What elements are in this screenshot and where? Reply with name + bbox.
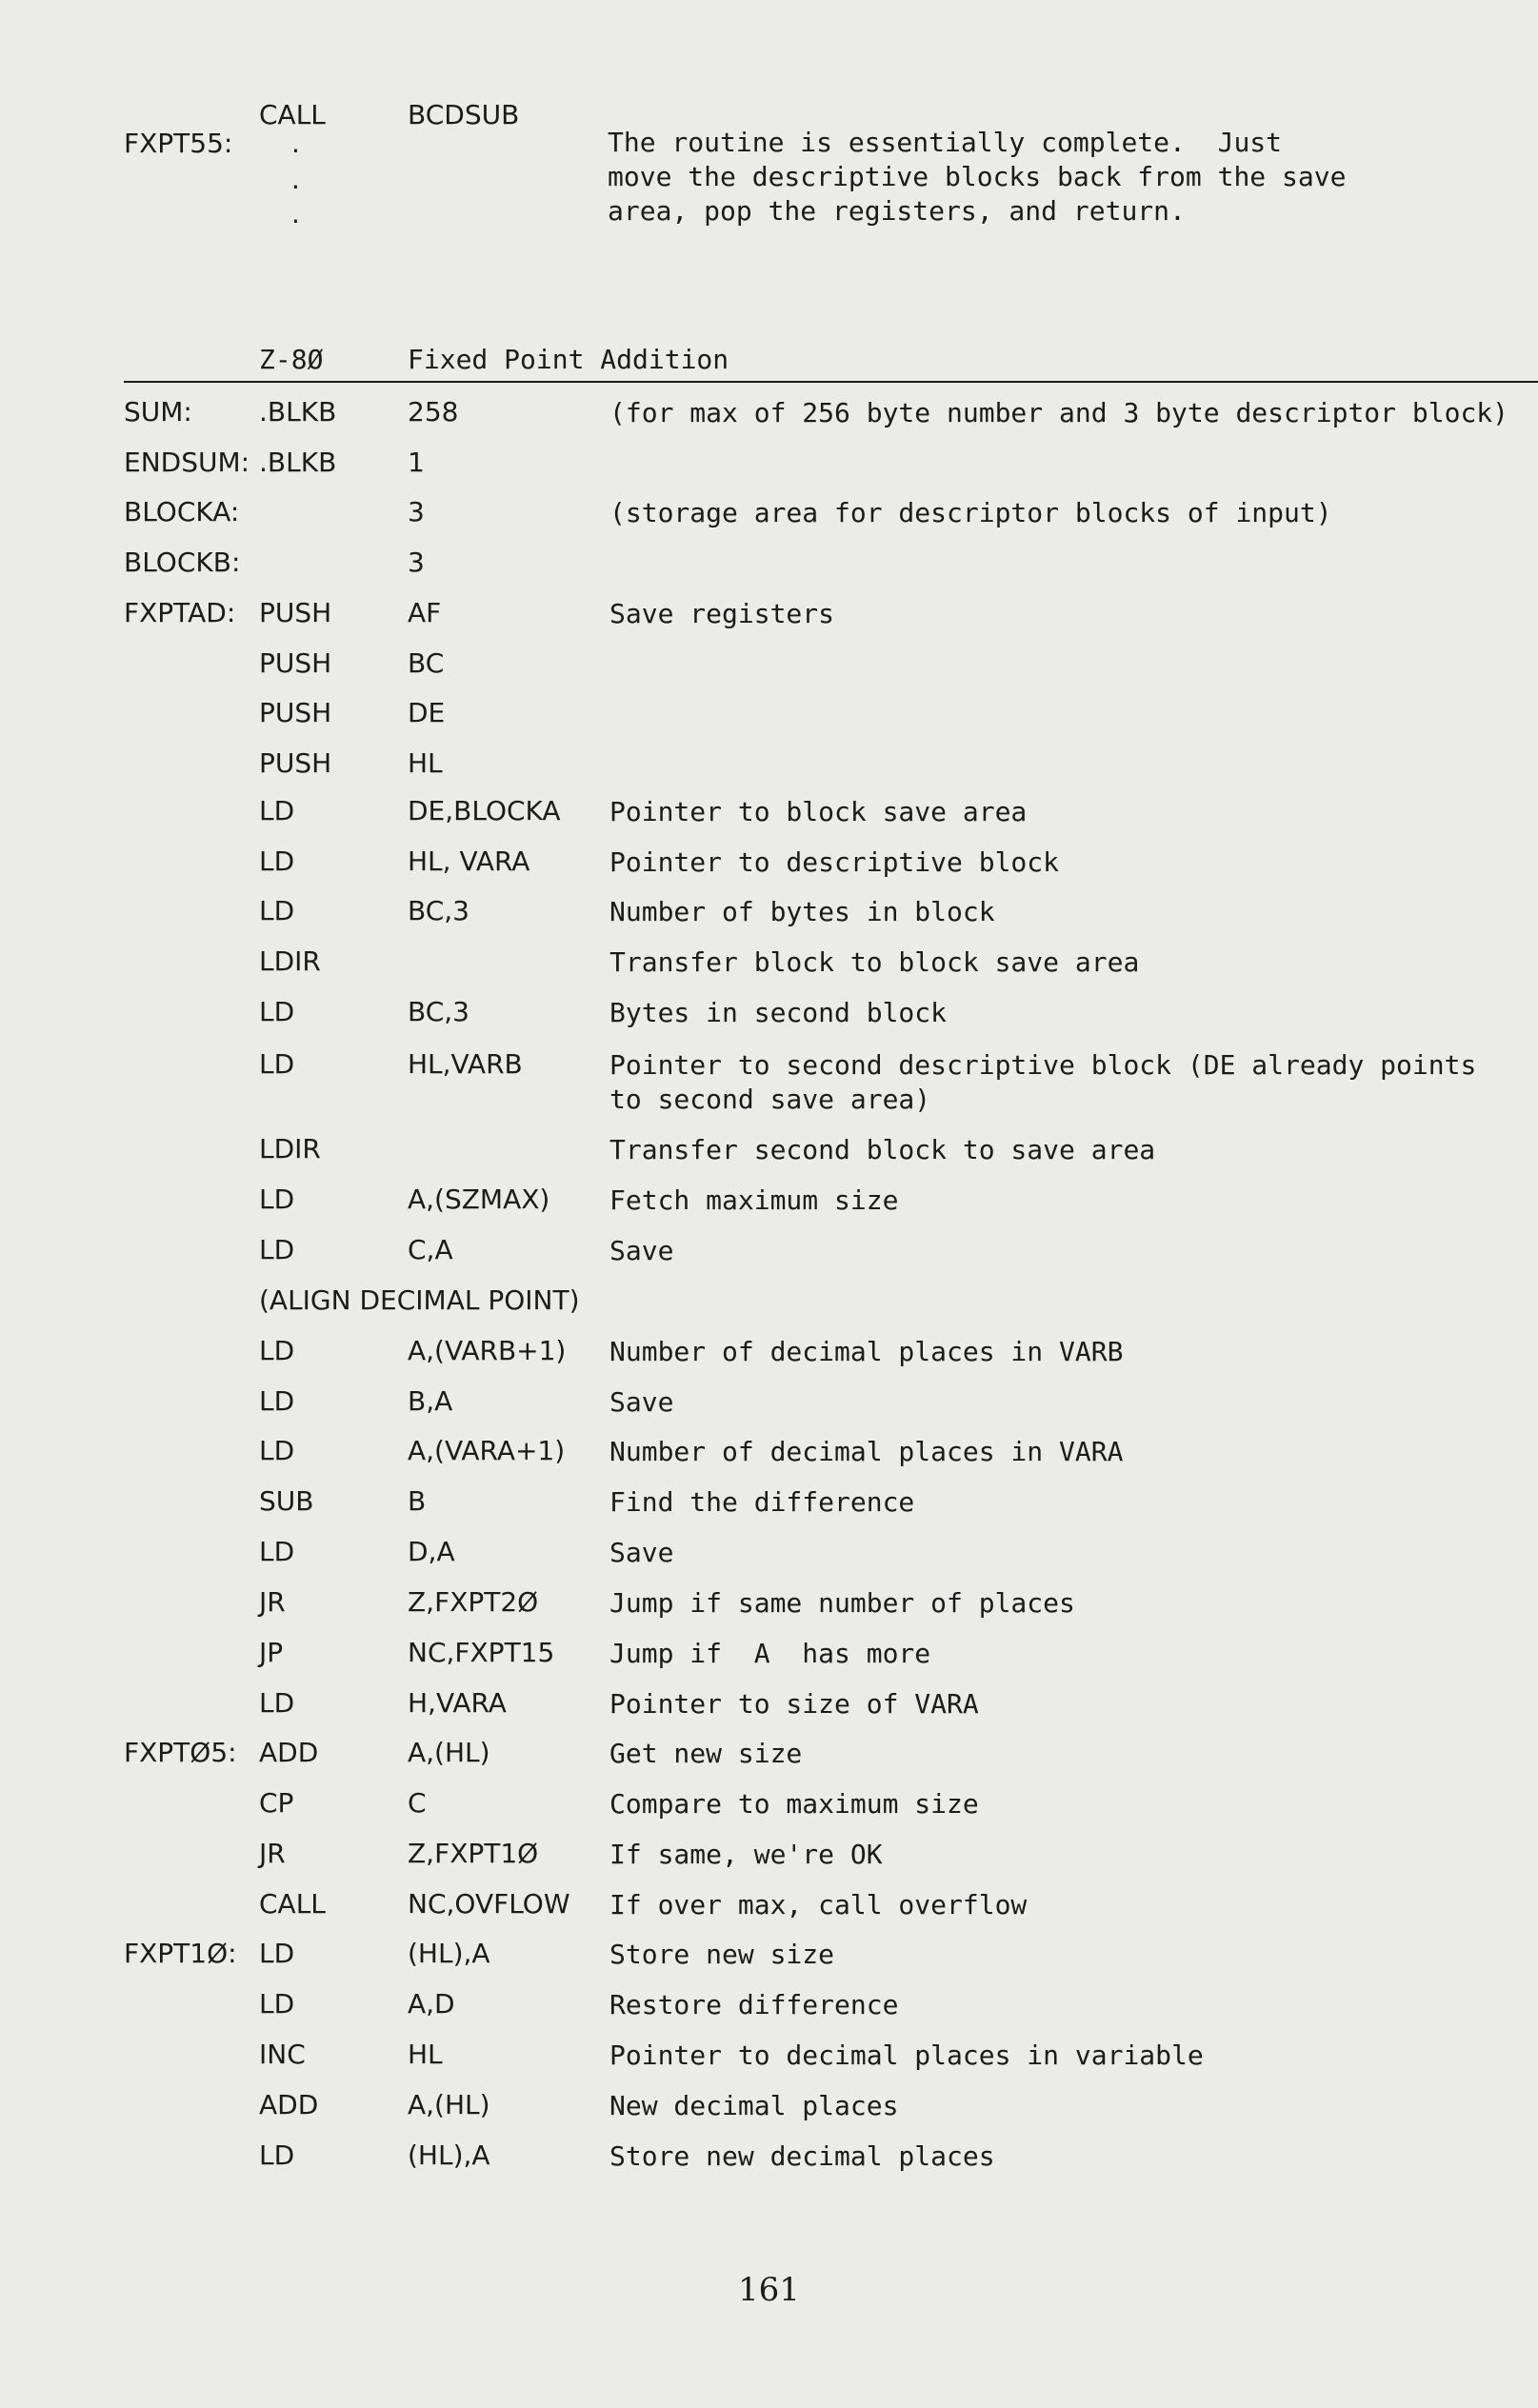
code-comment: (storage area for descriptor blocks of input) [609,497,1332,528]
code-operand: A,(HL) [408,1737,490,1768]
code-operand: (HL),A [408,2139,490,2171]
code-comment: Number of decimal places in VARA [609,1436,1124,1467]
code-label: BLOCKA: [124,496,240,527]
code-operand: (HL),A [408,1938,490,1969]
code-comment: Save [609,1386,674,1418]
code-opcode: CP [259,1787,294,1819]
intro-label: FXPT55: [124,128,233,159]
code-comment: Find the difference [609,1486,915,1518]
intro-dot-1: . [291,128,300,159]
code-comment: Save [609,1537,674,1568]
code-comment: Pointer to second descriptive block (DE already points [609,1049,1477,1081]
code-opcode: LD [259,1938,295,1969]
code-comment: (for max of 256 byte number and 3 byte descriptor block) [609,397,1509,428]
code-comment: Number of bytes in block [609,896,995,927]
section-title: Fixed Point Addition [408,344,729,375]
code-comment: Pointer to decimal places in variable [609,2040,1204,2071]
code-opcode: .BLKB [259,447,337,478]
code-operand: BC,3 [408,895,469,926]
intro-arg: BCDSUB [408,99,520,130]
code-operand: AF [408,597,442,628]
code-label: BLOCKB: [124,547,241,578]
code-comment: Store new decimal places [609,2140,995,2172]
code-opcode: LD [259,1687,295,1719]
code-operand: Z,FXPT2Ø [408,1586,539,1618]
intro-comment-line-2: move the descriptive blocks back from the save [608,161,1347,192]
code-opcode: .BLKB [259,396,337,428]
code-label: FXPT1Ø: [124,1938,237,1969]
code-operand: NC,OVFLOW [408,1888,570,1920]
code-comment: Store new size [609,1939,835,1970]
intro-comment-line-1: The routine is essentially complete. Just [608,127,1283,158]
code-operand: 3 [408,547,425,578]
code-opcode: LD [259,1435,295,1466]
page-number: 161 [738,2271,800,2309]
code-operand: A,(VARA+1) [408,1435,566,1466]
code-comment: Number of decimal places in VARB [609,1336,1124,1367]
code-opcode: CALL [259,1888,326,1920]
code-opcode: LD [259,2139,295,2171]
code-opcode: LD [259,895,295,926]
code-comment: Transfer block to block save area [609,946,1140,978]
code-opcode: LD [259,1234,295,1265]
code-operand: C,A [408,1234,453,1265]
code-opcode: PUSH [259,697,332,728]
code-opcode: LD [259,996,295,1027]
code-opcode: LD [259,1335,295,1366]
code-operand: DE [408,697,446,728]
code-operand: Z,FXPT1Ø [408,1838,539,1869]
code-comment: Fetch maximum size [609,1184,899,1216]
code-operand: H,VARA [408,1687,507,1719]
code-operand: HL,VARB [408,1048,523,1080]
code-comment: Bytes in second block [609,997,948,1028]
code-comment: Compare to maximum size [609,1788,979,1820]
code-operand: A,(VARB+1) [408,1335,567,1366]
code-label: ENDSUM: [124,447,250,478]
code-opcode: PUSH [259,597,332,628]
code-operand: HL [408,2039,443,2070]
code-comment: Save registers [609,598,835,629]
code-opcode: ADD [259,2089,319,2120]
code-comment: Restore difference [609,1989,899,2020]
code-opcode: LD [259,1184,295,1215]
code-opcode: JR [259,1586,286,1618]
code-comment: Pointer to block save area [609,796,1028,827]
code-operand: NC,FXPT15 [408,1637,555,1668]
code-comment: Pointer to size of VARA [609,1688,979,1720]
code-opcode: LD [259,846,295,877]
code-label: FXPTAD: [124,597,236,628]
code-comment: Pointer to descriptive block [609,846,1060,878]
code-comment: Transfer second block to save area [609,1134,1156,1165]
code-label: FXPTØ5: [124,1737,237,1768]
code-operand: B,A [408,1385,453,1417]
code-comment: Jump if A has more [609,1638,931,1669]
section-rule [124,381,1538,383]
intro-op: CALL [259,99,326,130]
intro-dot-3: . [291,198,300,229]
code-opcode: JR [259,1838,286,1869]
code-opcode: LD [259,1048,295,1080]
code-comment-continued: to second save area) [609,1084,931,1115]
code-opcode: LD [259,1536,295,1567]
section-cpu: Z-8Ø [259,344,324,375]
code-operand: A,D [408,1988,455,2020]
code-comment: If over max, call overflow [609,1889,1028,1920]
code-operand: 258 [408,396,459,428]
code-opcode: LDIR [259,945,321,977]
code-operand: BC [408,647,445,679]
code-opcode: (ALIGN DECIMAL POINT) [259,1284,580,1316]
intro-dot-2: . [291,164,300,195]
code-operand: B [408,1485,427,1517]
code-operand: HL, VARA [408,846,530,877]
code-operand: D,A [408,1536,455,1567]
code-comment: New decimal places [609,2090,899,2121]
code-operand: A,(SZMAX) [408,1184,550,1215]
code-label: SUM: [124,396,192,428]
code-operand: 3 [408,496,425,527]
code-opcode: SUB [259,1485,314,1517]
code-opcode: ADD [259,1737,319,1768]
code-operand: HL [408,747,443,779]
code-opcode: PUSH [259,647,332,679]
code-opcode: LD [259,1988,295,2020]
intro-comment-line-3: area, pop the registers, and return. [608,195,1186,227]
code-opcode: LDIR [259,1133,321,1164]
code-comment: Get new size [609,1738,803,1769]
code-operand: A,(HL) [408,2089,490,2120]
code-comment: If same, we're OK [609,1839,883,1870]
code-opcode: INC [259,2039,306,2070]
code-opcode: LD [259,795,295,826]
code-operand: C [408,1787,427,1819]
code-operand: 1 [408,447,425,478]
code-opcode: PUSH [259,747,332,779]
code-operand: BC,3 [408,996,469,1027]
code-comment: Jump if same number of places [609,1587,1075,1619]
code-operand: DE,BLOCKA [408,795,561,826]
code-opcode: LD [259,1385,295,1417]
code-opcode: JP [259,1637,284,1668]
code-comment: Save [609,1235,674,1266]
